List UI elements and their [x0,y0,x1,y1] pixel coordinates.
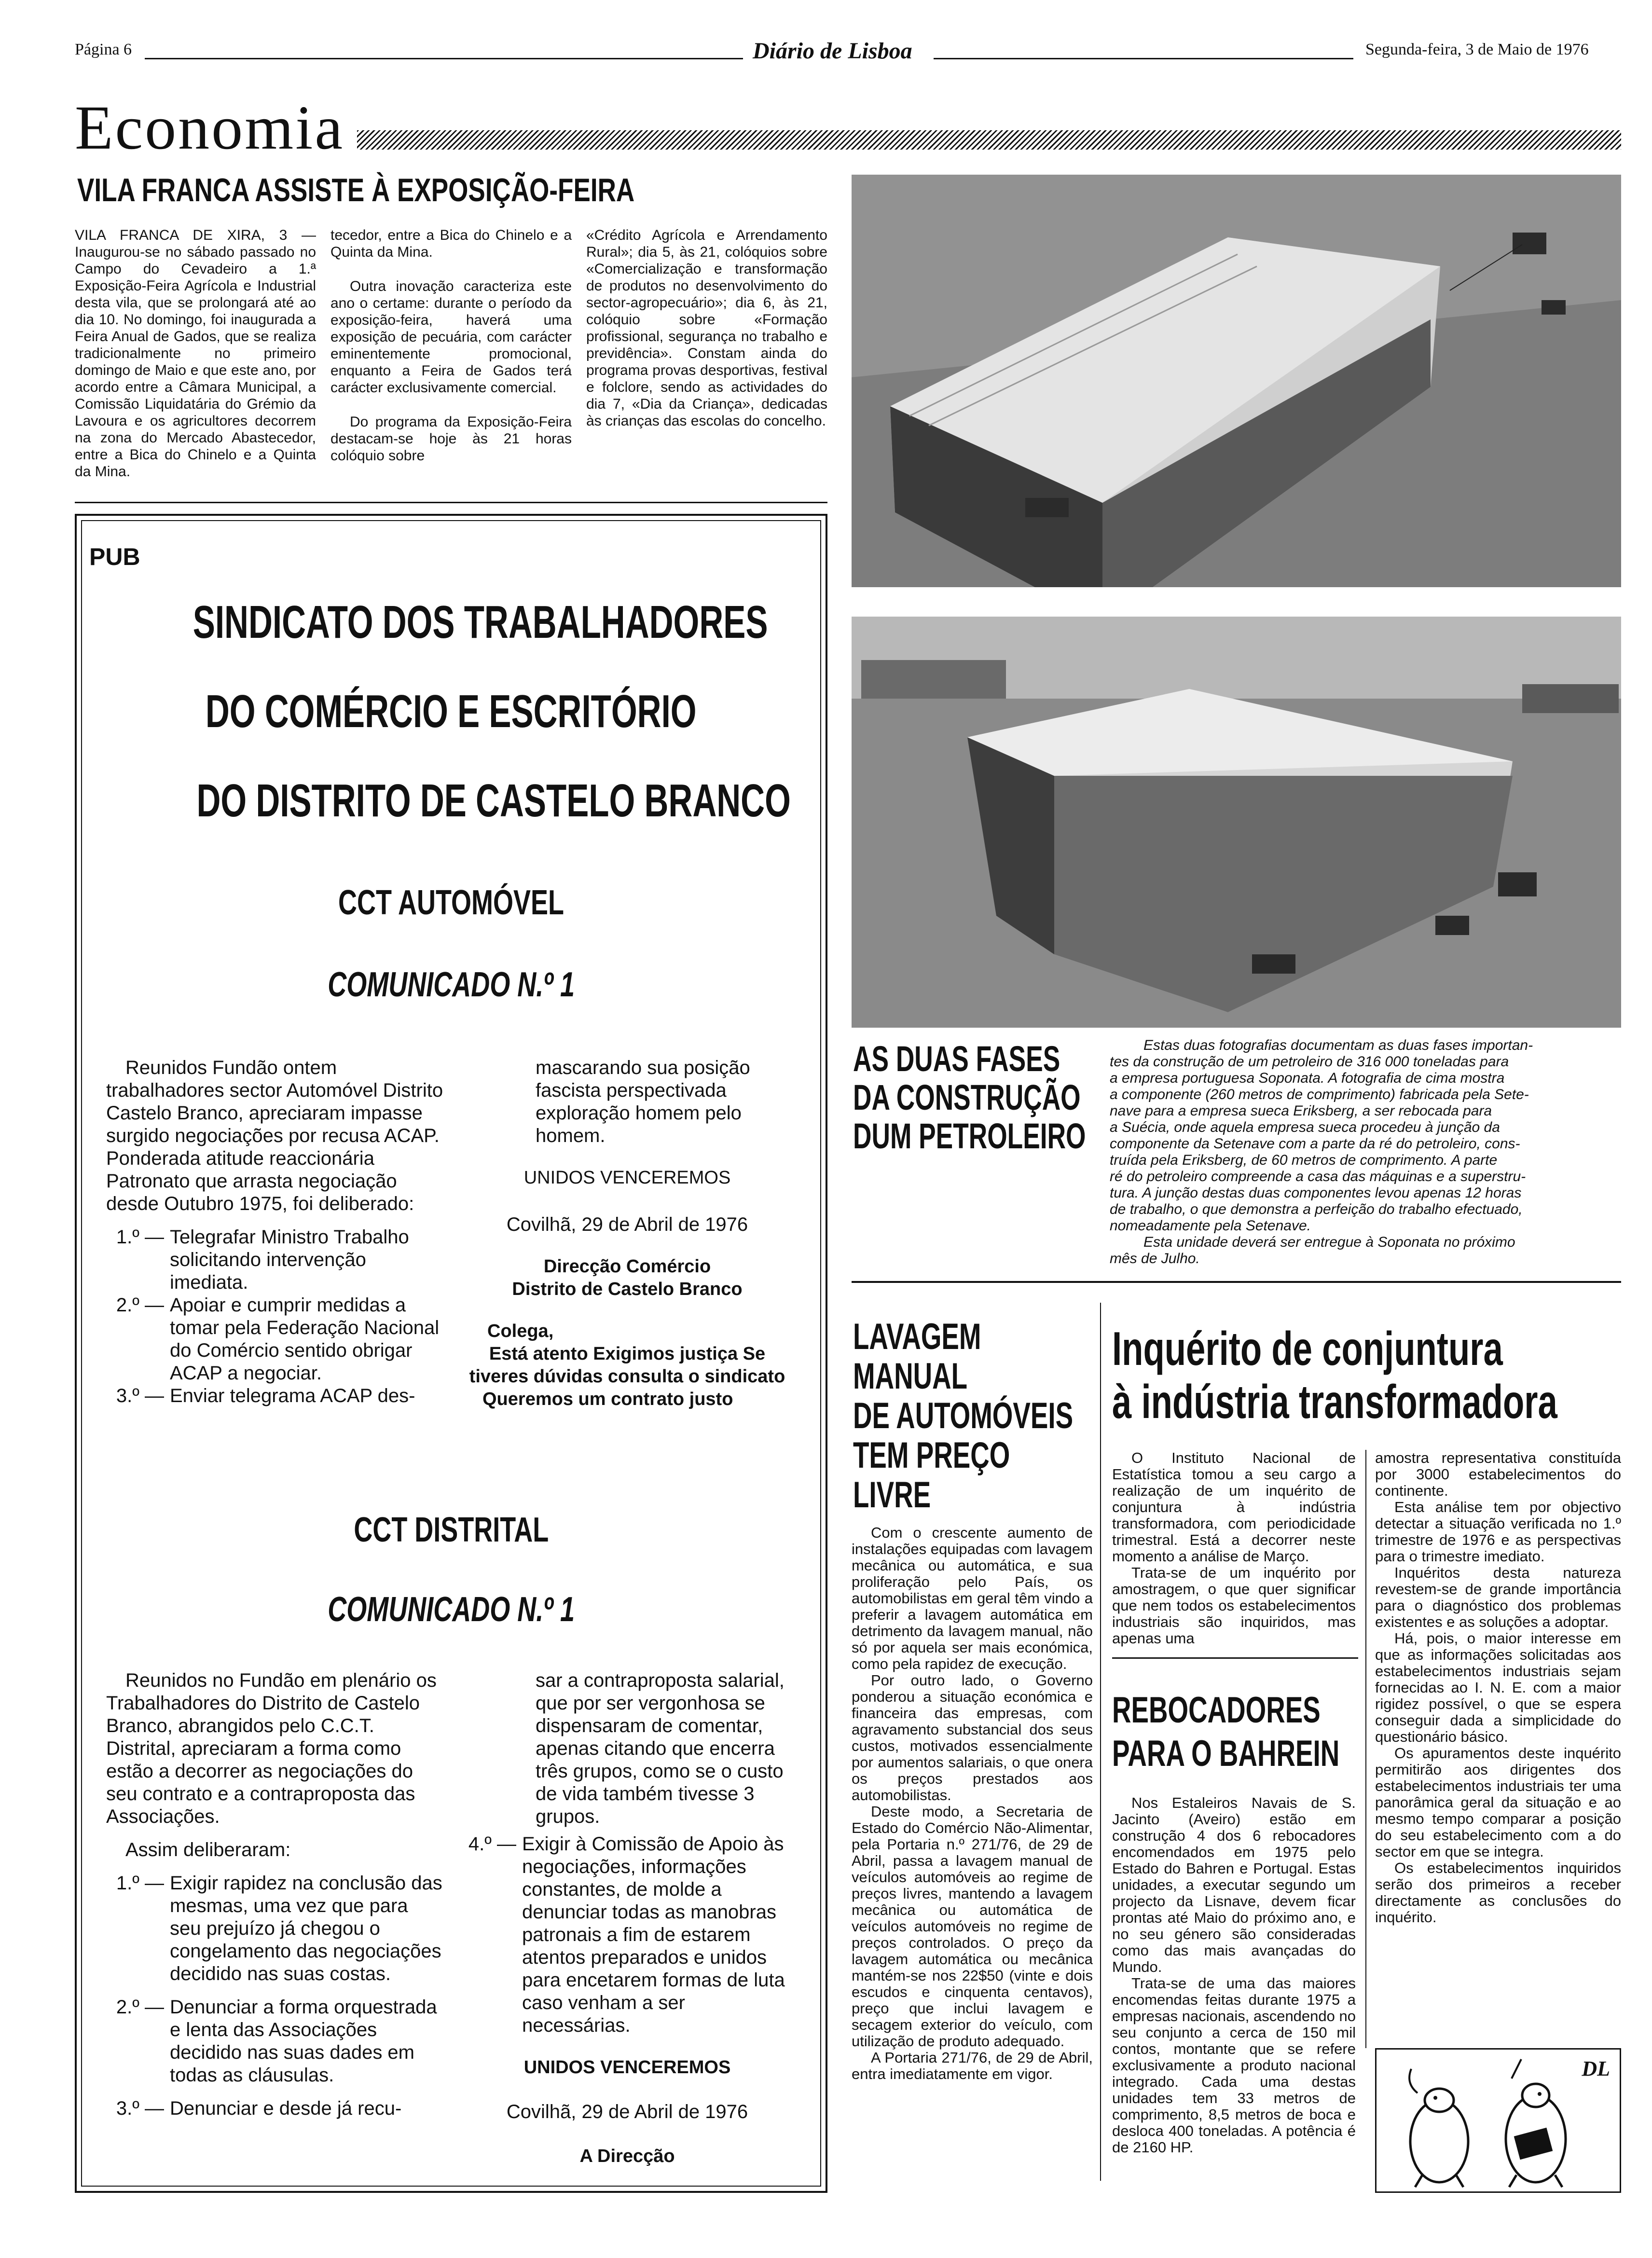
cct-distrital-item3 [106,2097,444,2120]
comunicado2-heading: COMUNICADO N.º 1 [328,1590,575,1629]
covilha-date-1: Covilhã, 29 de Abril de 1976 [506,1214,748,1235]
inquerito-headline-line2: à indústria transformadora [1112,1375,1557,1428]
pub-title-line2: DO COMÉRCIO E ESCRITÓRIO [206,686,697,737]
signature-2: A Direcção [579,2146,675,2166]
tanker-photo-bottom [852,617,1621,1028]
inquerito-para6: Há, pois, o maior interesse em que as informações solicitadas aos estabelecimentos industriais sejam fornecidas ao I. N. E. com a maior rigidez possível, o que se espera conseguir dada a simplicidade do questionário básico. [1375,1630,1621,1745]
pub-tag: PUB [89,543,140,570]
rebocadores-headline-line1: REBOCADORES [1112,1690,1321,1731]
vila-franca-col3: «Crédito Agrícola e Arrendamento Rural»; dia 5, às 21, colóquios sobre «Comercialização e transformação de produtos no desenvolvimento do sector-agropecuário»; dia 6, às 21, colóquio sobre «Formação profissional, segurança no trabalho e previdência». Constam ainda do programa provas desportivas, festival e folclore, sendo as actividades do dia 7, «Dia da Criança», dedicadas às crianças das escolas do concelho. [586,227,827,429]
cct-automovel-heading: CCT AUTOMÓVEL [338,883,564,922]
item-number: 2.º — [116,1294,164,1316]
colega-slogan: Queremos um contrato justo [482,1389,733,1409]
unidos-venceremos-1: UNIDOS VENCEREMOS [523,1168,731,1188]
cartoon-signature: DL [1582,2057,1610,2080]
caption-line: componente da Setenave com a parte da ré do petroleiro, cons- [1110,1136,1520,1152]
caption-line: ré do petroleiro compreende a casa das máquinas e a superstru- [1110,1169,1526,1184]
pub-title-line2-wrap [81,685,821,774]
vila-franca-col2-para1: Outra inovação caracteriza este ano o certame: durante o período da exposição-feira, haverá uma exposição de pecuária, com carácter eminentemente promocional, enquanto a Feira de Gados terá carácter exclusivamente comercial. [330,278,572,396]
rebocadores-headline-line2: PARA O BAHREIN [1112,1733,1340,1774]
pub-title-line3-wrap [81,774,821,864]
inquerito-para7: Os apuramentos deste inquérito permitirão aos dirigentes dos estabelecimentos industriais ter uma panorâmica geral da situação e ao mesmo tempo comparar a posição do seu estabelecimento com a do sector em que se integra. [1375,1745,1621,1860]
caption-line: truída pela Eriksberg, de 60 metros de comprimento. A parte [1110,1152,1498,1168]
lavagem-headline-line5: LIVRE [853,1474,931,1515]
tanker-photo-top [852,175,1621,587]
petroleiro-headline-line2: DA CONSTRUÇÃO [853,1077,1081,1117]
colega-message: Está atento Exigimos justiça Se tiveres dúvidas consulta o sindicato [469,1344,785,1387]
signature-1b: Distrito de Castelo Branco [512,1279,743,1299]
rebocadores-body [1112,1795,1356,2156]
vila-franca-col2-lead: tecedor, entre a Bica do Chinelo e a Quinta da Mina. [330,227,572,260]
petroleiro-bottom-rule [852,1281,1621,1283]
item-number: 2.º — [116,1996,164,2018]
cartoon-frame [1375,2048,1621,2193]
comunicado1-heading-wrap [81,965,821,1005]
item-text: Exigir à Comissão de Apoio às negociações, informações constantes, de molde a denunciar todas as manobras patronais a fim de estarem atentos preparados e unidos para encetarem formas de luta caso venham a ser necessárias. [522,1833,785,2036]
section-title-hatching [357,130,1621,150]
item-text: Denunciar e desde já recu- [170,2098,402,2119]
caption-line: a empresa portuguesa Soponata. A fotografia de cima mostra [1110,1070,1505,1086]
comunicado1-heading: COMUNICADO N.º 1 [328,965,575,1004]
petroleiro-headline-line1: AS DUAS FASES [853,1039,1060,1079]
caption-line: Estas duas fotografias documentam as duas fases importan- [1143,1037,1533,1053]
cct-distrital-item2 [106,1996,444,2087]
cct-automovel-item1 [106,1226,444,1294]
lavagem-body [852,1525,1093,2082]
caption-line: Esta unidade deverá ser entregue à Soponata no próximo [1143,1234,1515,1250]
item-number: 1.º — [116,1872,164,1894]
cct-distrital-continuation: sar a contraproposta salarial, que por ser vergonhosa se dispensaram de comentar, apenas citando que encerra três grupos, como se o custo de vida também tivesse 3 grupos. [536,1670,785,1827]
lavagem-para4: A Portaria 271/76, de 29 de Abril, entra imediatamente em vigor. [852,2049,1093,2082]
rebocadores-headline [1112,1689,1428,1776]
covilha-date-2: Covilhã, 29 de Abril de 1976 [506,2101,748,2122]
cct-automovel-left [106,1057,444,1407]
inquerito-para3: amostra representativa constituída por 3000 estabelecimentos do continente. [1375,1450,1621,1499]
inquerito-para2: Trata-se de um inquérito por amostragem, o que quer significar que nem todos os estabelecimentos industriais são inquiridos, mas apenas uma [1112,1564,1356,1647]
inquerito-bottom-rule [1112,1657,1358,1659]
pub-title-line3: DO DISTRITO DE CASTELO BRANCO [196,775,791,826]
item-text: Apoiar e cumprir medidas a tomar pela Federação Nacional do Comércio sentido obrigar ACAP a negociar. [170,1294,440,1384]
section-title: Economia [75,93,345,163]
header-rule-right [934,58,1353,59]
petroleiro-headline-line3: DUM PETROLEIRO [853,1116,1086,1156]
inquerito-para8: Os estabelecimentos inquiridos serão dos primeiros a receber directamente as conclusões do inquérito. [1375,1859,1621,1926]
issue-date: Segunda-feira, 3 de Maio de 1976 [1365,41,1589,58]
inquerito-col2 [1375,1450,1621,1926]
item-text: Denunciar a forma orquestrada e lenta das Associações decidido nas suas dades em todas as cláusulas. [170,1996,437,2086]
inquerito-para1: O Instituto Nacional de Estatística tomou a seu cargo a realização de um inquérito de conjuntura à indústria transformadora, com periodicidade trimestral. Está a decorrer neste momento a análise de Março. [1112,1449,1356,1565]
unidos-venceremos-2: UNIDOS VENCEREMOS [523,2057,731,2078]
cct-automovel-heading-wrap [81,883,821,922]
lavagem-para2: Por outro lado, o Governo ponderou a situação económica e financeira das empresas, com agravamento substancial dos seus custos, motivados essencialmente por aumentos salariais, o que onera os preços prestados aos automobilistas. [852,1672,1093,1804]
inquerito-col1 [1112,1450,1356,1647]
caption-line: tura. A junção destas duas componentes levou apenas 12 horas [1110,1185,1522,1201]
cct-distrital-assim: Assim deliberaram: [125,1839,291,1860]
item-text: Exigir rapidez na conclusão das mesmas, uma vez que para seu prejuízo já chegou o congelamento das negociações decidido nas suas costas. [170,1872,442,1984]
inquerito-para5: Inquéritos desta natureza revestem-se de grande importância para o diagnóstico dos problemas existentes e as soluções a adoptar. [1375,1564,1621,1630]
item-number: 3.º — [116,1385,164,1406]
vila-franca-col1: VILA FRANCA DE XIRA, 3 — Inaugurou-se no sábado passado no Campo do Cevadeiro a 1.ª Exposição-Feira Agrícola e Industrial desta vila, que se prolongará até ao dia 10. No domingo, foi inaugurada a Feira Anual de Gados, que se realiza tradicionalmente no primeiro domingo de Maio e que este ano, por acordo entre a Câmara Municipal, a Comissão Liquidatária do Grémio da Lavoura e os agricultores decorrem na zona do Mercado Abastecedor, entre a Bica do Chinelo e a Quinta da Mina. [75,227,316,480]
header-rule-left [145,58,743,59]
inquerito-headline-line1: Inquérito de conjuntura [1112,1322,1503,1375]
cct-distrital-right [458,1669,796,2168]
lavagem-headline-line3: DE AUTOMÓVEIS [853,1395,1074,1436]
cct-automovel-right [458,1057,796,1411]
colega-salutation: Colega, [487,1321,554,1341]
page-number: Página 6 [75,41,132,58]
caption-line: nave para a empresa sueca Eriksberg, a ser rebocada para [1110,1103,1492,1119]
lavagem-headline-line4: TEM PREÇO [853,1435,1010,1476]
vila-franca-col2 [330,227,572,464]
pub-title-line1-wrap [81,596,821,685]
rebocadores-para1: Nos Estaleiros Navais de S. Jacinto (Aveiro) estão em construção 4 dos 6 rebocadores encomendados em 1975 pelo Estado do Bahren e Portugal. Estas unidades, a executar segundo um projecto da Lisnave, devem ficar prontas até Maio do próximo ano, e no seu género são consideradas como das mais avançadas do Mundo. [1112,1794,1356,1975]
pub-title-line1: SINDICATO DOS TRABALHADORES [193,596,768,648]
vila-franca-col2-para2: Do programa da Exposição-Feira destacam-se hoje às 21 horas colóquio sobre [330,414,572,464]
inquerito-headline [1112,1322,1652,1428]
lavagem-headline-line1: LAVAGEM [853,1316,981,1357]
cct-distrital-item4 [458,1833,796,2037]
cct-distrital-left [106,1669,444,2120]
cct-automovel-continuation: mascarando sua posição fascista perspectivada exploração homem pelo homem. [536,1057,750,1146]
item-number: 1.º — [116,1226,164,1248]
cct-distrital-intro: Reunidos no Fundão em plenário os Trabalhadores do Distrito de Castelo Branco, abrangidos pelo C.C.T. Distrital, apreciaram a forma como estão a decorrer as negociações do seu contrato e a contraproposta das Associações. [106,1670,437,1827]
caption-line: nomeadamente pela Setenave. [1110,1218,1311,1234]
cct-automovel-intro: Reunidos Fundão ontem trabalhadores sector Automóvel Distrito Castelo Branco, apreciaram impasse surgido negociações por recusa ACAP. Ponderada atitude reaccionária Patronato que arrasta negociação desde Outubro 1975, foi deliberado: [106,1057,443,1214]
item-number: 4.º — [468,1833,516,1855]
comunicado2-heading-wrap [81,1590,821,1629]
lavagem-para3: Deste modo, a Secretaria de Estado do Comércio Não-Alimentar, pela Portaria n.º 271/76, de 29 de Abril, passa a lavagem manual de veículos automóveis ao regime de preços livres, mantendo a lavagem mecânica ou automática de veículos automóveis no regime de preços controlados. O preço da lavagem automática ou mecânica mantém-se nos 22$50 (vinte e dois escudos e cinquenta centavos), preço que inclui lavagem e secagem exterior do veículo, com utilização de produto adequado. [852,1803,1093,2050]
caption-line: de trabalho, o que demonstra a perfeição do trabalho efectuado, [1110,1201,1523,1217]
cct-distrital-heading-wrap [81,1510,821,1550]
cct-distrital-heading: CCT DISTRITAL [354,1511,549,1549]
cct-distrital-item1 [106,1872,444,1985]
caption-line: tes da construção de um petroleiro de 316 000 toneladas para [1110,1054,1509,1070]
vila-franca-headline: VILA FRANCA ASSISTE À EXPOSIÇÃO-FEIRA [77,172,635,208]
caption-line: a Suécia, onde aquela empresa sueca procedeu à junção da [1110,1119,1500,1135]
item-text: Telegrafar Ministro Trabalho solicitando intervenção imediata. [170,1226,409,1293]
rebocadores-para2: Trata-se de uma das maiores encomendas feitas durante 1975 a empresas nacionais, ascendendo no seu conjunto a cerca de 150 mil contos, montante que se refere exclusivamente a produto nacional integrado. Cada uma destas unidades tem 33 metros de comprimento, 8,5 metros de boca e desloca 400 toneladas. A potência é de 2160 HP. [1112,1975,1356,2156]
masthead-logo: Diário de Lisboa [753,38,912,64]
item-text: Enviar telegrama ACAP des- [170,1385,415,1406]
cct-automovel-item3 [106,1385,444,1407]
lavagem-para1: Com o crescente aumento de instalações equipadas com lavagem mecânica ou automática, e sua proliferação pelo País, os automobilistas em geral têm vindo a preferir a lavagem automática em detrimento da lavagem manual, não só por aquela ser mais económica, como pela rapidez de execução. [852,1524,1093,1672]
pub-title [81,596,821,864]
petroleiro-caption [1110,1037,1621,1267]
item-number: 3.º — [116,2098,164,2119]
signature-1a: Direcção Comércio [543,1256,711,1277]
caption-line: a componente (260 metros de comprimento) fabricada pela Sete- [1110,1087,1529,1102]
cct-automovel-item2 [106,1294,444,1385]
lavagem-headline-line2: MANUAL [853,1356,968,1397]
caption-line: mês de Julho. [1110,1251,1200,1267]
lavagem-column-rule [1100,1303,1101,2181]
inquerito-para4: Esta análise tem por objectivo detectar a situação verificada no 1.º trimestre de 1976 e as perspectivas para o trimestre imediato. [1375,1499,1621,1565]
vila-franca-bottom-rule [75,502,827,503]
